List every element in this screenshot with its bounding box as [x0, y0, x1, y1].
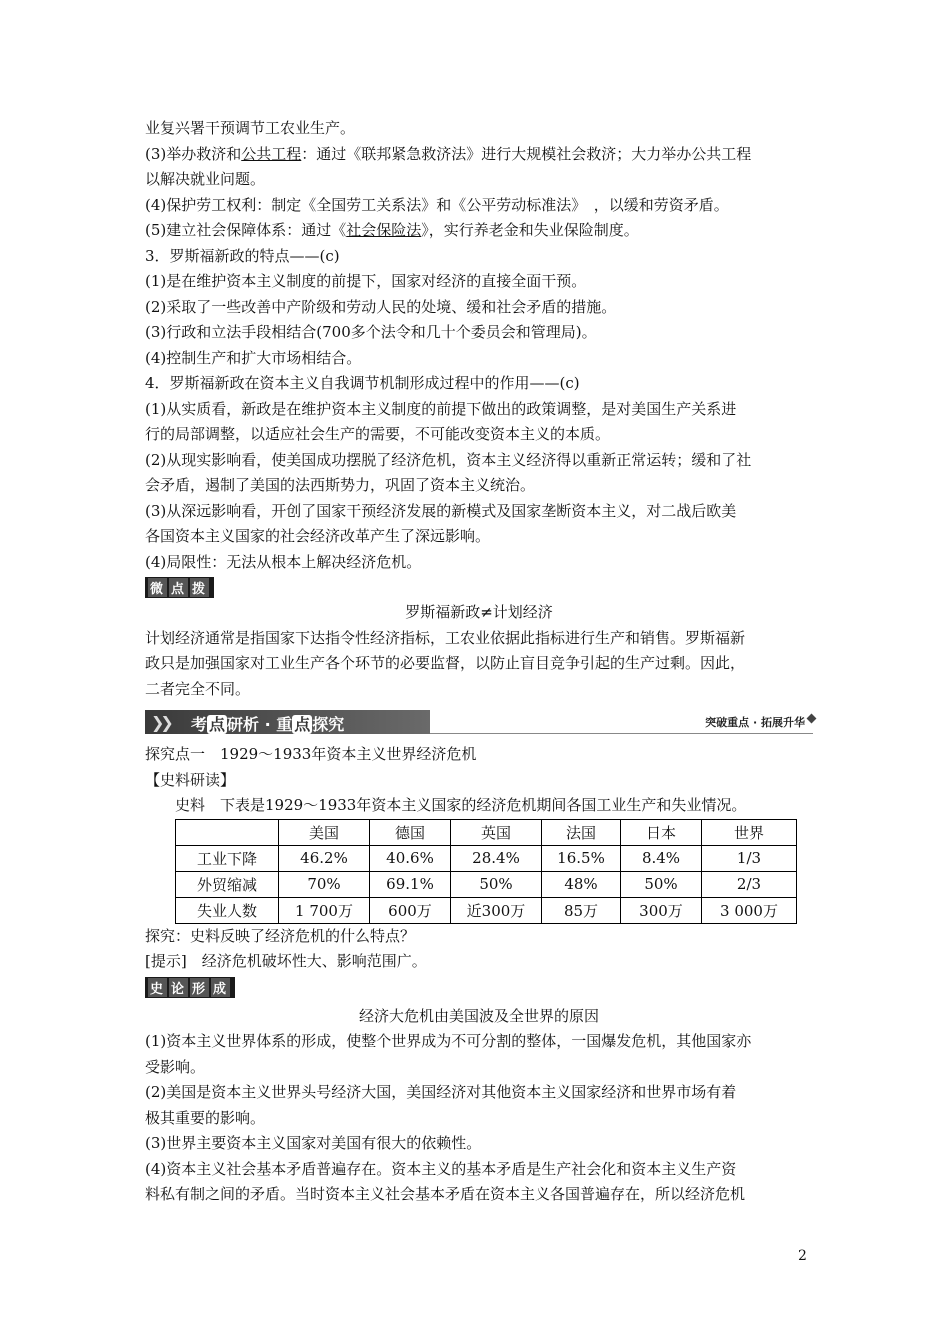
conclusion-tag [145, 977, 235, 998]
data-table [175, 819, 797, 924]
text-line: 料私有制之间的矛盾。当时资本主义社会基本矛盾在资本主义各国普遍存在，所以经济危机 [145, 1185, 746, 1203]
table-cell: 英国 [451, 819, 542, 845]
table-cell: 世界 [702, 819, 797, 845]
table-cell: 50% [451, 871, 542, 897]
table-cell: 外贸缩减 [176, 871, 279, 897]
list-item: (4)控制生产和扩大市场相结合。 [145, 348, 362, 367]
table-cell [176, 819, 279, 845]
text-line: (3)世界主要资本主义国家对美国有很大的依赖性。 [145, 1134, 482, 1152]
tip-title: 罗斯福新政≠计划经济 [405, 603, 553, 621]
text-line: 极其重要的影响。 [145, 1108, 266, 1127]
text-span: (5)建立社会保障体系：通过《 [145, 221, 347, 239]
table-cell: 失业人数 [176, 897, 279, 923]
table-cell: 法国 [542, 819, 621, 845]
list-item: (2)采取了一些改善中产阶级和劳动人民的处境、缓和社会矛盾的措施。 [145, 297, 617, 316]
list-item: (3)行政和立法手段相结合(700多个法令和几十个委员会和管理局)。 [145, 323, 597, 341]
text-line: 受影响。 [145, 1057, 206, 1076]
material-text: 史料 下表是1929～1933年资本主义国家的经济危机期间各国工业生产和失业情况。 [175, 796, 747, 814]
text-line: 计划经济通常是指国家下达指令性经济指标，工农业依据此指标进行生产和销售。罗斯福新 [145, 628, 746, 647]
table-cell: 2/3 [702, 871, 797, 897]
section-title: 3．罗斯福新政的特点——(c) [145, 246, 340, 265]
table-cell: 70% [279, 871, 370, 897]
text-line: (2)美国是资本主义世界头号经济大国，美国经济对其他资本主义国家经济和世界市场有着 [145, 1083, 737, 1101]
table-cell: 46.2% [279, 845, 370, 871]
table-cell: 近300万 [451, 897, 542, 923]
table-row [176, 845, 797, 871]
table-cell: 16.5% [542, 845, 621, 871]
section-title: 4．罗斯福新政在资本主义自我调节机制形成过程中的作用——(c) [145, 374, 580, 392]
tag-char: 形 [190, 978, 209, 997]
table-cell: 50% [621, 871, 702, 897]
explore-bracket: 【史料研读】 [145, 770, 236, 789]
table-row [176, 871, 797, 897]
tag-char: 成 [211, 978, 230, 997]
tag-char: 拨 [190, 578, 209, 597]
explore-heading: 探究点一 1929～1933年资本主义世界经济危机 [145, 745, 477, 763]
text-span: 》，实行养老金和失业保险制度。 [421, 221, 639, 239]
text-line: (1)从实质看，新政是在维护资本主义制度的前提下做出的政策调整，是对美国生产关系进 [145, 399, 737, 418]
hint-text: [提示] 经济危机破坏性大、影响范围广。 [145, 952, 427, 970]
table-cell: 69.1% [370, 871, 451, 897]
table-cell: 工业下降 [176, 845, 279, 871]
chevron-icon: ❯❯ [151, 713, 170, 732]
table-cell: 日本 [621, 819, 702, 845]
text-span: ：通过《联邦紧急救济法》进行大规模社会救济；大力举办公共工程 [301, 144, 752, 163]
banner-bar [145, 710, 430, 734]
table-cell: 3 000万 [702, 897, 797, 923]
table-cell: 美国 [279, 819, 370, 845]
underlined-term: 社会保险法 [346, 221, 422, 239]
table-header-row [176, 819, 797, 845]
table-cell: 德国 [370, 819, 451, 845]
table-cell: 600万 [370, 897, 451, 923]
table-cell: 1 700万 [279, 897, 370, 923]
banner-title: 考 点 研析 · 重 点 探究 [191, 715, 345, 734]
text-line: (1)资本主义世界体系的形成，使整个世界成为不可分割的整体，一国爆发危机，其他国家亦 [145, 1032, 752, 1050]
text-line [145, 142, 813, 168]
text-span: (3)举办救济和 [145, 144, 242, 163]
tag-char: 微 [148, 578, 167, 597]
table-cell: 1/3 [702, 845, 797, 871]
table-cell: 85万 [542, 897, 621, 923]
banner-rule [430, 733, 813, 734]
text-line: (4)局限性：无法从根本上解决经济危机。 [145, 552, 422, 571]
table-row [176, 897, 797, 923]
text-line: 业复兴署干预调节工农业生产。 [145, 119, 356, 137]
text-line: 政只是加强国家对工业生产各个环节的必要监督，以防止盲目竞争引起的生产过剩。因此， [145, 654, 746, 672]
tag-char: 史 [148, 978, 167, 997]
document-body [145, 116, 813, 1208]
tag-char: 论 [169, 978, 188, 997]
text-line: 会矛盾，遏制了美国的法西斯势力，巩固了资本主义统治。 [145, 476, 536, 494]
list-item: (1)是在维护资本主义制度的前提下，国家对经济的直接全面干预。 [145, 272, 587, 290]
table-cell: 48% [542, 871, 621, 897]
tip-tag [145, 577, 214, 598]
banner-subtitle: 突破重点 · 拓展升华 [705, 716, 805, 729]
text-line: 各国资本主义国家的社会经济改革产生了深远影响。 [145, 527, 491, 545]
table-cell: 8.4% [621, 845, 702, 871]
section-banner [145, 708, 813, 738]
text-line: 行的局部调整，以适应社会生产的需要，不可能改变资本主义的本质。 [145, 425, 611, 443]
text-line: (4)资本主义社会基本矛盾普遍存在。资本主义的基本矛盾是生产社会化和资本主义生产资 [145, 1159, 737, 1178]
underlined-term: 公共工程 [241, 144, 302, 163]
text-line: (3)从深远影响看，开创了国家干预经济发展的新模式及国家垄断资本主义，对二战后欧美 [145, 501, 737, 520]
text-line: 以解决就业问题。 [145, 170, 266, 188]
page-number: 2 [798, 1248, 807, 1264]
table-cell: 40.6% [370, 845, 451, 871]
text-line: (4)保护劳工权利：制定《全国劳工关系法》和《公平劳动标准法》 ，以缓和劳资矛盾。 [145, 195, 729, 214]
table-cell: 28.4% [451, 845, 542, 871]
tag-char: 点 [169, 578, 188, 597]
table-cell: 300万 [621, 897, 702, 923]
text-line [145, 218, 813, 244]
diamond-icon [807, 714, 817, 724]
text-line: 二者完全不同。 [145, 679, 251, 698]
conclusion-title: 经济大危机由美国波及全世界的原因 [358, 1006, 599, 1025]
text-line: (2)从现实影响看，使美国成功摆脱了经济危机，资本主义经济得以重新正常运转；缓和了社 [145, 450, 752, 469]
question-text: 探究：史料反映了经济危机的什么特点？ [145, 926, 416, 945]
